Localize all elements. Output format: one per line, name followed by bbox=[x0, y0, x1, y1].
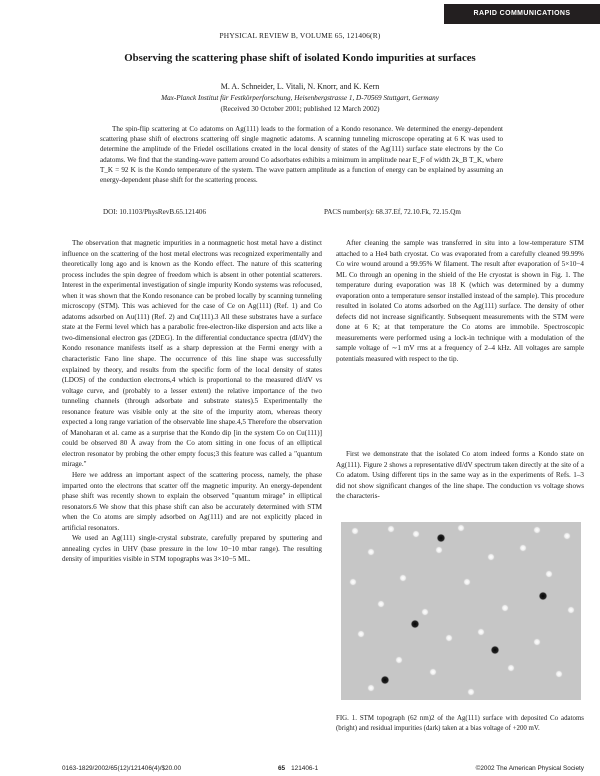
paragraph: The observation that magnetic impurities in a nonmagnetic host metal have a distinct influence on the scattering of the host metal electrons was recognized experimentally and theoretically long ago and is known as the Kondo effect. The nature of this scattering process includes the spin degree of freedom which is absent in other potential scatterers. Interest in the experimental investigation of single impurity Kondo systems was refocused, when it was shown that the Kondo resonance can be probed locally by scanning tunneling microscopy (STM). This was achieved for the case of Ce on Ag(111) (Ref. 1) and Co adatoms adsorbed on Au(111) (Ref. 2) and Cu(111).3 All these substrates have a surface state at the Fermi level which has a parabolic free-electron-like dispersion and acts like a two-dimensional electron gas (2DEG). In the differential conductance spectra (dI/dV) the Kondo resonance manifests itself as a sharp depression at the Fermi energy with a characteristic Fano line shape. The occurrence of this line shape was successfully explained by theory, and results from the specific form of the local density of states (LDOS) of the conduction electrons,4 which is proportional to the measured dI/dV vs voltage curve, and (probably to a lesser extent) the relative importance of the two tunneling channels (through adsorbate and substrate states).5 Experimentally the resonance feature was visible only at the site of the impurity atom, whereas theory expected a long range variation of the observable line shape.4,5 Therefore the observation of Manoharan et al. came as a surprise that the Kondo dip [in the system Co on Cu(111)] could be observed 80 Å away from the Co atom sitting in one focus of an elliptical electron resonator by probing the other empty focus;3 this feature was called a "quantum mirage." bbox=[62, 239, 322, 469]
paragraph: First we demonstrate that the isolated Co atom indeed forms a Kondo state on Ag(111). Figure 2 shows a representative dI/dV spectrum taken directly at the site of a Co adatom. Using different tips in the same way as in the experiments of Refs. 1–3 did not show significant changes of the line shape. The conduction vs voltage shows the characteris- bbox=[336, 450, 584, 501]
body-column-right-continued bbox=[336, 449, 584, 502]
footer-copyright: ©2002 The American Physical Society bbox=[475, 765, 584, 772]
journal-header: PHYSICAL REVIEW B, VOLUME 65, 121406(R) bbox=[219, 31, 381, 40]
paragraph: We used an Ag(111) single-crystal substrate, carefully prepared by sputtering and annealing cycles in UHV (base pressure in the low 10−10 mbar range). The resulting density of impurities visible in STM topographs was 3×10−5 ML. bbox=[62, 534, 322, 564]
affiliation: Max-Planck Institut für Festkörperforschung, Heisenbergstrasse 1, D-70569 Stuttgart, Germany bbox=[161, 94, 439, 102]
paragraph: After cleaning the sample was transferred in situ into a low-temperature STM attached to a He4 bath cryostat. Co was evaporated from a carefully cleaned 99.99% Co wire wound around a 99.95% W filament. The result after evaporation of 5×10−4 ML Co through an opening in the shield of the He cryostat is shown in Fig. 1. The temperature during evaporation was 18 K (which was determined by a dummy evaporation onto a temperature sensor installed instead of the sample). This procedure resulted in isolated Co atoms adsorbed on the Ag(111) surface. The density of other defects did not increase significantly. Subsequent measurements with the STM were done at 6 K; at that temperature the Co atoms are immobile. Spectroscopic measurements were performed using a lock-in technique with a modulation of the sample voltage of ∼1 mV rms at a frequency of 2–4 kHz. All voltages are sample potentials measured with respect to the tip. bbox=[336, 239, 584, 364]
paper-title: Observing the scattering phase shift of isolated Kondo impurities at surfaces bbox=[124, 52, 476, 64]
footer-code: 0163-1829/2002/65(12)/121406(4)/$20.00 bbox=[62, 765, 182, 772]
footer-page-id: 121406-1 bbox=[291, 765, 319, 772]
topograph-background bbox=[341, 522, 581, 700]
section-banner: RAPID COMMUNICATIONS bbox=[444, 4, 600, 24]
received-date: (Received 30 October 2001; published 12 March 2002) bbox=[220, 105, 380, 113]
stm-topograph-figure bbox=[341, 522, 581, 700]
doi-link[interactable]: DOI: 10.1103/PhysRevB.65.121406 bbox=[103, 208, 206, 216]
author-list: M. A. Schneider, L. Vitali, N. Knorr, and K. Kern bbox=[220, 82, 380, 91]
body-column-right bbox=[336, 238, 584, 365]
footer-page bbox=[278, 765, 318, 772]
figure-caption: FIG. 1. STM topograph (62 nm)2 of the Ag(111) surface with deposited Co adatoms (bright) and residual impurities (dark) taken at a bias voltage of +200 mV. bbox=[336, 715, 584, 732]
abstract: The spin-flip scattering at Co adatoms on Ag(111) leads to the formation of a Kondo resonance. We determined the energy-dependent scattering phase shift of electrons scattering off single magnetic adatoms. A scanning tunneling microscope operating at 6 K was used to determine the amplitude of the Friedel oscillations created in the local density of states of the Ag(111) surface state electrons by the Co adatoms. We find that the standing-wave pattern around Co adsorbates exhibits a minimum in amplitude near E_F of width 2k_B T_K, where T_K = 92 K is the Kondo temperature of the system. The wave pattern amplitude as a function of energy can be explained by assuming an energy-dependent phase shift for the scattering process. bbox=[100, 125, 503, 185]
stm-topograph-image bbox=[341, 522, 581, 700]
pacs-numbers: PACS number(s): 68.37.Ef, 72.10.Fk, 72.15.Qm bbox=[324, 208, 461, 216]
paragraph: Here we address an important aspect of the scattering process, namely, the phase imparted onto the electrons that scatter off the magnetic impurity. An energy-dependent phase shift was recently shown to explain the observed "quantum mirage" in elliptical resonators.6 We show that this phase shift can also be accurately determined with STM when the Co atoms are simply adsorbed on Ag(111) and are not explicitly placed in artificial resonators. bbox=[62, 471, 322, 532]
footer-volume: 65 bbox=[278, 765, 286, 772]
body-column-left bbox=[62, 238, 322, 565]
